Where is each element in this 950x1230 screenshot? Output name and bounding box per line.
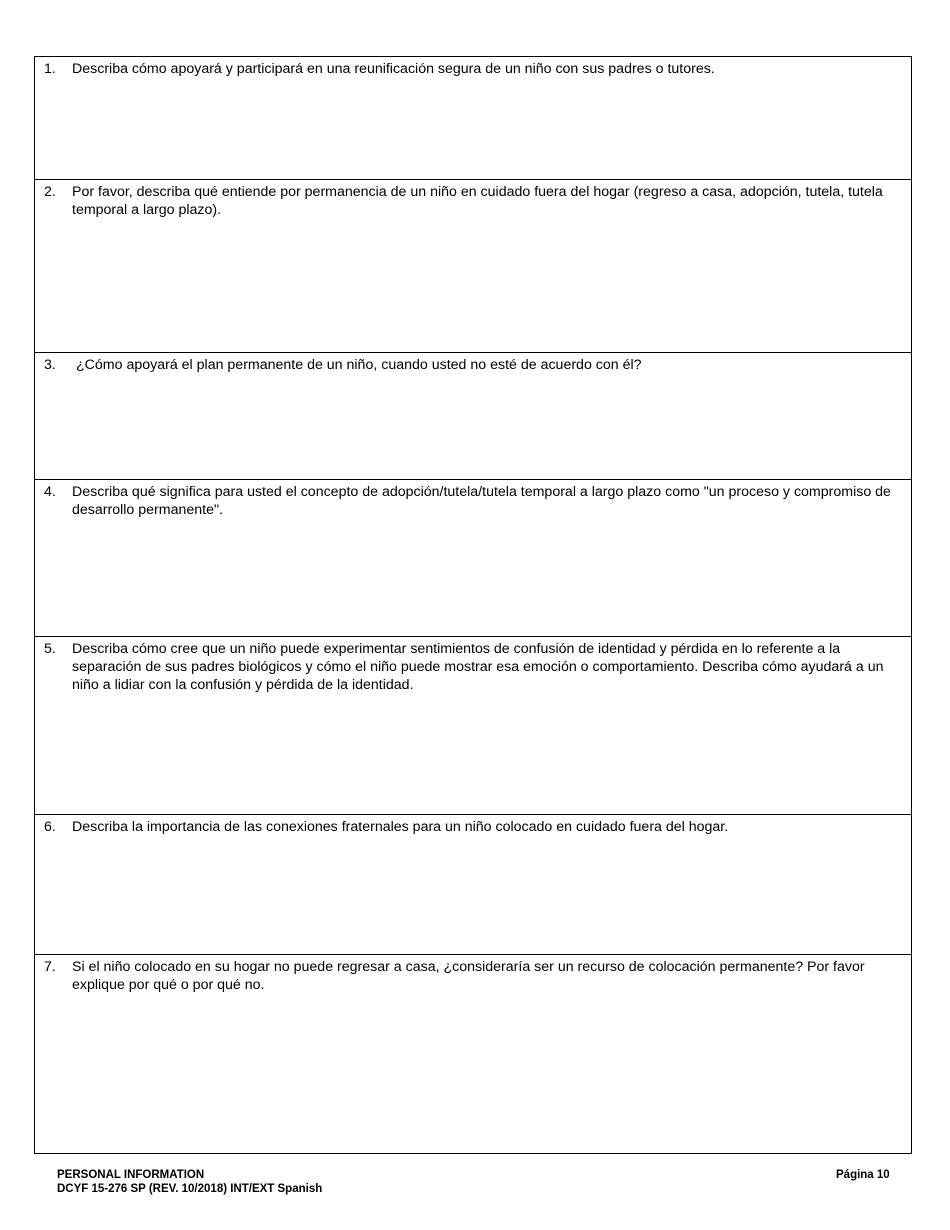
question-text: Describa la importancia de las conexiones fraternales para un niño colocado en cuidado fuera del hogar. [72,819,729,835]
question-2-answer-area[interactable] [35,179,911,352]
question-text: Por favor, describa qué entiende por permanencia de un niño en cuidado fuera del hogar (regreso a casa, adopción, tutela, tutela temporal a largo plazo). [72,184,883,218]
question-number: 6. [44,819,56,835]
footer-form-info [57,1168,322,1196]
question-number: 1. [44,61,56,77]
footer-form-id: DCYF 15-276 SP (REV. 10/2018) INT/EXT Spanish [57,1183,323,1195]
questions-table [34,56,912,1154]
question-7-answer-area[interactable] [35,954,911,1153]
question-number: 5. [44,641,56,657]
question-5-answer-area[interactable] [35,636,911,814]
question-text: Describa cómo apoyará y participará en una reunificación segura de un niño con sus padres o tutores. [72,61,715,77]
question-number: 7. [44,959,56,975]
question-number: 2. [44,184,56,200]
question-4-answer-area[interactable] [35,479,911,636]
question-6-answer-area[interactable] [35,814,911,954]
question-text: ¿Cómo apoyará el plan permanente de un niño, cuando usted no esté de acuerdo con él? [76,357,642,373]
question-3-answer-area[interactable] [35,352,911,479]
footer-page-number: Página 10 [836,1169,890,1181]
question-text: Describa cómo cree que un niño puede experimentar sentimientos de confusión de identidad y pérdida en lo referente a la separación de sus padres biológicos y cómo el niño puede mostrar esa emoción o comportamiento. Describa cómo ayudará a un niño a lidiar con la confusión y pérdida de la identidad. [72,641,884,693]
question-text: Si el niño colocado en su hogar no puede regresar a casa, ¿consideraría ser un recurso de colocación permanente? Por favor explique por qué o por qué no. [72,959,865,993]
question-number: 3. [44,357,56,373]
question-text: Describa qué significa para usted el concepto de adopción/tutela/tutela temporal a largo plazo como "un proceso y compromiso de desarrollo permanente". [72,484,891,518]
footer-classification: PERSONAL INFORMATION [57,1169,205,1181]
question-number: 4. [44,484,56,500]
question-1-answer-area[interactable] [35,57,911,179]
